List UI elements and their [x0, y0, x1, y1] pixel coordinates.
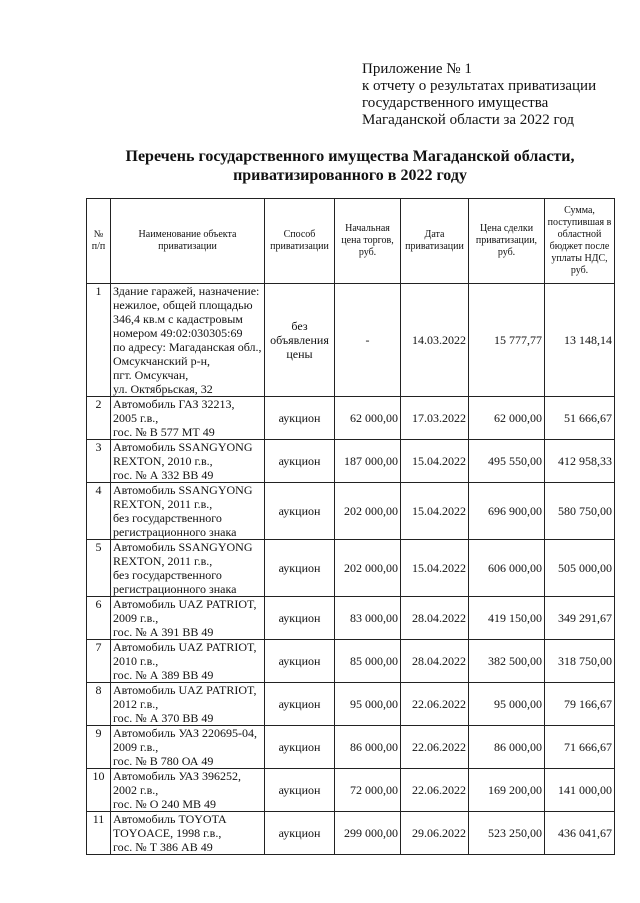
cell-name [111, 769, 265, 812]
cell-date: 22.06.2022 [401, 683, 469, 726]
cell-method: аукцион [265, 397, 335, 440]
cell-num: 3 [87, 440, 111, 483]
cell-date: 15.04.2022 [401, 483, 469, 540]
cell-name [111, 397, 265, 440]
cell-deal-price: 696 900,00 [469, 483, 545, 540]
cell-start-price: 187 000,00 [335, 440, 401, 483]
cell-date: 22.06.2022 [401, 769, 469, 812]
cell-num: 6 [87, 597, 111, 640]
cell-name-line: Автомобиль SSANGYONG [113, 440, 253, 454]
cell-name-line: 2002 г.в., [113, 783, 159, 797]
cell-name-line: 346,4 кв.м с кадастровым [113, 312, 243, 326]
cell-deal-price: 62 000,00 [469, 397, 545, 440]
appendix-line: Приложение № 1 [362, 61, 472, 77]
cell-name-line: Здание гаражей, назначение: [113, 284, 260, 298]
table-row [87, 683, 615, 726]
cell-method: без объявления цены [265, 284, 335, 397]
cell-name-line: без государственного [113, 568, 222, 582]
table-row [87, 812, 615, 855]
table-row [87, 726, 615, 769]
cell-name-line: REXTON, 2011 г.в., [113, 554, 213, 568]
cell-name-line: Омсукчанский р-н, [113, 354, 210, 368]
cell-start-price: 62 000,00 [335, 397, 401, 440]
cell-date: 22.06.2022 [401, 726, 469, 769]
table-row [87, 540, 615, 597]
cell-name-line: TOYOACE, 1998 г.в., [113, 826, 222, 840]
header-method: Способ приватизации [265, 199, 335, 284]
cell-date: 15.04.2022 [401, 540, 469, 597]
cell-num: 9 [87, 726, 111, 769]
cell-name [111, 812, 265, 855]
cell-name-line: Автомобиль УАЗ 220695-04, [113, 726, 258, 740]
header-num: № п/п [87, 199, 111, 284]
cell-date: 17.03.2022 [401, 397, 469, 440]
cell-budget: 412 958,33 [545, 440, 615, 483]
cell-name [111, 640, 265, 683]
cell-budget: 436 041,67 [545, 812, 615, 855]
cell-name-line: по адресу: Магаданская обл., [113, 340, 262, 354]
cell-name-line: 2012 г.в., [113, 697, 159, 711]
appendix-line: к отчету о результатах приватизации [362, 78, 597, 94]
cell-name-line: Автомобиль UAZ PATRIOT, [113, 683, 257, 697]
cell-method: аукцион [265, 812, 335, 855]
cell-deal-price: 382 500,00 [469, 640, 545, 683]
cell-method: аукцион [265, 769, 335, 812]
cell-name [111, 440, 265, 483]
cell-name-line: регистрационного знака [113, 525, 237, 539]
cell-num: 5 [87, 540, 111, 597]
cell-name-line: гос. № А 332 ВВ 49 [113, 468, 214, 482]
cell-method: аукцион [265, 640, 335, 683]
cell-deal-price: 606 000,00 [469, 540, 545, 597]
cell-deal-price: 86 000,00 [469, 726, 545, 769]
cell-name [111, 597, 265, 640]
cell-budget: 580 750,00 [545, 483, 615, 540]
document-title-line1: Перечень государственного имущества Магаданской области, [125, 148, 575, 165]
cell-name-line: Автомобиль ГАЗ 32213, [113, 397, 235, 411]
cell-name-line: пгт. Омсукчан, [113, 368, 189, 382]
table-row [87, 597, 615, 640]
cell-budget: 13 148,14 [545, 284, 615, 397]
cell-name-line: нежилое, общей площадью [113, 298, 253, 312]
cell-start-price: 85 000,00 [335, 640, 401, 683]
cell-name-line: гос. № А 389 ВВ 49 [113, 668, 214, 682]
document-title-line2: приватизированного в 2022 году [233, 167, 467, 184]
cell-budget: 71 666,67 [545, 726, 615, 769]
cell-num: 4 [87, 483, 111, 540]
cell-date: 29.06.2022 [401, 812, 469, 855]
cell-num: 7 [87, 640, 111, 683]
cell-num: 11 [87, 812, 111, 855]
cell-name [111, 683, 265, 726]
cell-name-line: гос. № В 577 МТ 49 [113, 425, 215, 439]
cell-name-line: Автомобиль SSANGYONG [113, 540, 253, 554]
cell-name-line: 2010 г.в., [113, 654, 159, 668]
cell-num: 2 [87, 397, 111, 440]
cell-name-line: Автомобиль SSANGYONG [113, 483, 253, 497]
cell-budget: 79 166,67 [545, 683, 615, 726]
cell-start-price: 299 000,00 [335, 812, 401, 855]
cell-start-price: 202 000,00 [335, 540, 401, 597]
cell-deal-price: 495 550,00 [469, 440, 545, 483]
cell-date: 15.04.2022 [401, 440, 469, 483]
cell-start-price: 72 000,00 [335, 769, 401, 812]
cell-name-line: гос. № Т 386 АВ 49 [113, 840, 213, 854]
cell-name [111, 726, 265, 769]
table-row [87, 284, 615, 397]
cell-budget: 349 291,67 [545, 597, 615, 640]
cell-name-line: гос. № В 780 ОА 49 [113, 754, 214, 768]
cell-budget: 141 000,00 [545, 769, 615, 812]
cell-name-line: 2009 г.в., [113, 611, 159, 625]
cell-name-line: Автомобиль UAZ PATRIOT, [113, 597, 257, 611]
cell-date: 28.04.2022 [401, 640, 469, 683]
document-title [60, 147, 640, 185]
appendix-caption [362, 61, 596, 129]
table-header-row [87, 199, 615, 284]
header-deal-price: Цена сделки приватизации, руб. [469, 199, 545, 284]
cell-method: аукцион [265, 483, 335, 540]
cell-name-line: гос. № А 370 ВВ 49 [113, 711, 214, 725]
cell-num: 8 [87, 683, 111, 726]
cell-method: аукцион [265, 440, 335, 483]
cell-deal-price: 95 000,00 [469, 683, 545, 726]
cell-budget: 505 000,00 [545, 540, 615, 597]
cell-deal-price: 15 777,77 [469, 284, 545, 397]
cell-name-line: 2009 г.в., [113, 740, 159, 754]
table-row [87, 769, 615, 812]
cell-start-price: 86 000,00 [335, 726, 401, 769]
appendix-line: Магаданской области за 2022 год [362, 112, 575, 128]
cell-name [111, 540, 265, 597]
cell-method: аукцион [265, 726, 335, 769]
table-row [87, 440, 615, 483]
table-row [87, 483, 615, 540]
cell-name-line: без государственного [113, 511, 222, 525]
cell-name-line: регистрационного знака [113, 582, 237, 596]
cell-name-line: гос. № А 391 ВВ 49 [113, 625, 214, 639]
cell-method: аукцион [265, 597, 335, 640]
cell-name [111, 284, 265, 397]
cell-start-price: 83 000,00 [335, 597, 401, 640]
cell-deal-price: 169 200,00 [469, 769, 545, 812]
header-start-price: Начальная цена торгов, руб. [335, 199, 401, 284]
cell-deal-price: 419 150,00 [469, 597, 545, 640]
cell-date: 14.03.2022 [401, 284, 469, 397]
privatization-table [86, 198, 615, 855]
cell-name-line: Автомобиль TOYOTA [113, 812, 227, 826]
cell-budget: 318 750,00 [545, 640, 615, 683]
cell-name-line: номером 49:02:030305:69 [113, 326, 243, 340]
cell-start-price: 202 000,00 [335, 483, 401, 540]
cell-num: 1 [87, 284, 111, 397]
cell-name-line: Автомобиль UAZ PATRIOT, [113, 640, 257, 654]
cell-name-line: ул. Октябрьская, 32 [113, 382, 213, 396]
cell-name-line: REXTON, 2011 г.в., [113, 497, 213, 511]
cell-num: 10 [87, 769, 111, 812]
cell-budget: 51 666,67 [545, 397, 615, 440]
appendix-line: государственного имущества [362, 95, 549, 111]
cell-deal-price: 523 250,00 [469, 812, 545, 855]
table-row [87, 640, 615, 683]
header-budget: Сумма, поступившая в областной бюджет после уплаты НДС, руб. [545, 199, 615, 284]
cell-method: аукцион [265, 540, 335, 597]
header-name: Наименование объекта приватизации [111, 199, 265, 284]
cell-start-price: - [335, 284, 401, 397]
table-row [87, 397, 615, 440]
cell-name-line: гос. № О 240 МВ 49 [113, 797, 217, 811]
header-date: Дата приватизации [401, 199, 469, 284]
cell-name [111, 483, 265, 540]
cell-name-line: Автомобиль УАЗ 396252, [113, 769, 242, 783]
cell-date: 28.04.2022 [401, 597, 469, 640]
cell-method: аукцион [265, 683, 335, 726]
cell-name-line: REXTON, 2010 г.в., [113, 454, 213, 468]
cell-name-line: 2005 г.в., [113, 411, 159, 425]
cell-start-price: 95 000,00 [335, 683, 401, 726]
table-body [87, 284, 615, 855]
